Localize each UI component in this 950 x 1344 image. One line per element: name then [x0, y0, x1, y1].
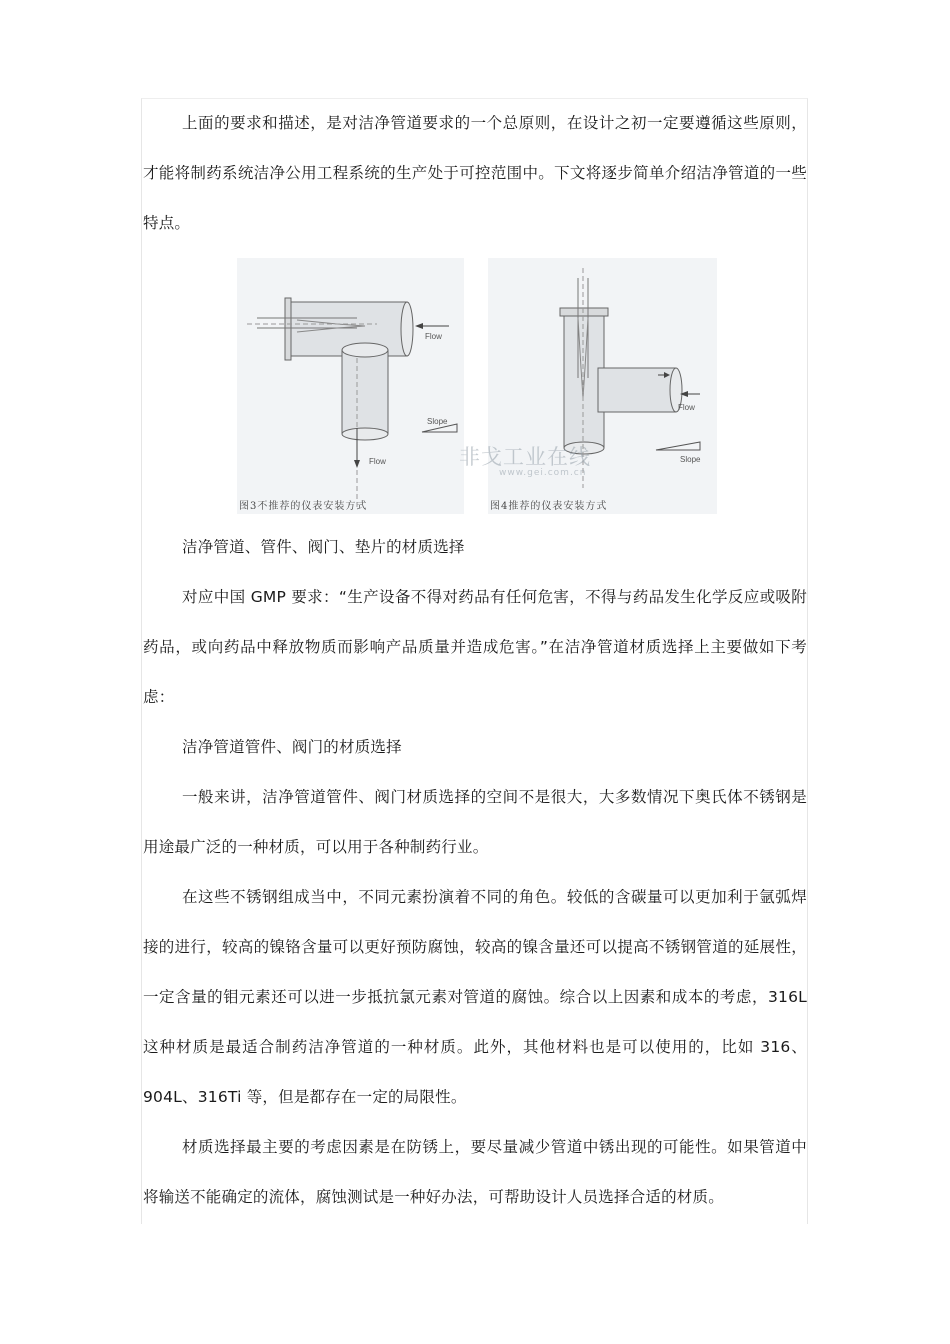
section-heading-fittings-valves: 洁净管道管件、阀门的材质选择: [182, 738, 402, 756]
figure-panel-not-recommended: [237, 258, 464, 514]
not-recommended-diagram: [237, 258, 464, 514]
instrument-installation-figure: [237, 258, 717, 514]
section-heading-material-selection: 洁净管道、管件、阀门、垫片的材质选择: [182, 538, 465, 556]
figure-4-caption: 图4推荐的仪表安装方式: [490, 501, 608, 512]
flow-label-top: Flow: [425, 332, 442, 341]
stainless-steel-paragraph: 一般来讲，洁净管道管件、阀门材质选择的空间不是很大，大多数情况下奥氏体不锈钢是用途最广泛的一种材质，可以用于各种制药行业。: [143, 788, 807, 856]
watermark-url: www.gei.com.cn: [499, 468, 587, 478]
flow-label-bottom: Flow: [369, 457, 386, 466]
alloy-elements-paragraph: 在这些不锈钢组成当中，不同元素扮演着不同的角色。较低的含碳量可以更加利于氩弧焊接的进行，较高的镍铬含量可以更好预防腐蚀，较高的镍含量还可以提高不锈钢管道的延展性，一定含量的钼元素还可以进一步抵抗氯元素对管道的腐蚀。综合以上因素和成本的考虑，316L 这种材质是最适合制药洁净管道的一种材质。此外，其他材料也是可以使用的，比如 316、904L、316Ti 等，但是都存在一定的局限性。: [143, 888, 807, 1106]
figure-3-caption: 图3不推荐的仪表安装方式: [239, 501, 368, 512]
watermark-logo: 非戈工业在线: [459, 445, 591, 469]
gmp-requirement-paragraph: 对应中国 GMP 要求：“生产设备不得对药品有任何危害，不得与药品发生化学反应或吸附药品，或向药品中释放物质而影响产品质量并造成危害。”在洁净管道材质选择上主要做如下考虑：: [143, 588, 807, 706]
slope-label: Slope: [427, 417, 448, 426]
slope-label-right: Slope: [680, 455, 701, 464]
corrosion-paragraph: 材质选择最主要的考虑因素是在防锈上，要尽量减少管道中锈出现的可能性。如果管道中将输送不能确定的流体，腐蚀测试是一种好办法，可帮助设计人员选择合适的材质。: [143, 1138, 807, 1206]
flow-label-right: Flow: [678, 403, 695, 412]
intro-paragraph: 上面的要求和描述，是对洁净管道要求的一个总原则，在设计之初一定要遵循这些原则，才能将制药系统洁净公用工程系统的生产处于可控范围中。下文将逐步简单介绍洁净管道的一些特点。: [143, 114, 807, 232]
